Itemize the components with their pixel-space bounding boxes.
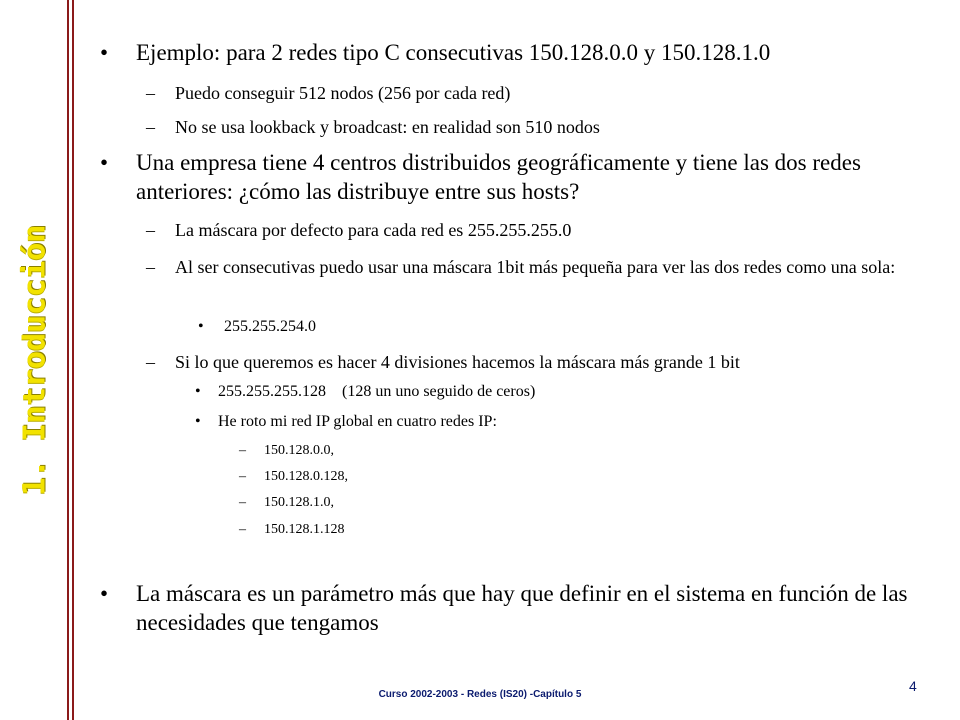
network-text: 150.128.0.0,	[264, 443, 334, 458]
dash-marker: –	[146, 220, 155, 240]
network-text: 150.128.1.128	[264, 522, 345, 537]
dash-marker: –	[146, 83, 155, 103]
bullet-text: Ejemplo: para 2 redes tipo C consecutivas 150.128.0.0 y 150.128.1.0	[136, 40, 771, 65]
left-rule-outer	[67, 0, 69, 720]
dash-marker: –	[146, 257, 155, 277]
bullet-text: Una empresa tiene 4 centros distribuidos geográficamente y tiene las dos redes anteriores: ¿cómo las distribuye entre sus hosts?	[136, 150, 861, 204]
item-text: 255.255.254.0	[224, 318, 316, 335]
network-text: 150.128.0.128,	[264, 469, 348, 484]
left-rule-inner	[72, 0, 74, 720]
sub-bullet-text: Al ser consecutivas puedo usar una máscara 1bit más pequeña para ver las dos redes como una sola:	[175, 257, 896, 277]
item-text: 255.255.255.128 (128 un uno seguido de ceros)	[218, 383, 536, 400]
bullet-marker: •	[100, 40, 109, 65]
sub-bullet-text: No se usa lookback y broadcast: en realidad son 510 nodos	[175, 117, 600, 137]
footer-course: Curso 2002-2003 - Redes (IS20) -Capítulo 5	[378, 689, 582, 700]
bullet-text: La máscara es un parámetro más que hay que definir en el sistema en función de las necesidades que tengamos	[136, 581, 908, 635]
dash-marker: –	[239, 495, 246, 510]
dash-marker: –	[146, 352, 155, 372]
sub-bullet-text: Puedo conseguir 512 nodos (256 por cada red)	[175, 83, 511, 103]
dash-marker: –	[239, 522, 246, 537]
bullet-marker: •	[100, 150, 109, 175]
section-title-text: 1. Introducción	[17, 224, 53, 496]
bullet-marker: •	[100, 581, 109, 606]
item-text: He roto mi red IP global en cuatro redes IP:	[218, 413, 497, 430]
page-number: 4	[909, 678, 917, 694]
dash-marker: –	[239, 469, 246, 484]
sub-bullet-text: Si lo que queremos es hacer 4 divisiones hacemos la máscara más grande 1 bit	[175, 352, 740, 372]
bullet-marker: •	[195, 413, 201, 430]
sub-bullet-text: La máscara por defecto para cada red es 255.255.255.0	[175, 220, 572, 240]
bullet-marker: •	[198, 318, 204, 335]
bullet-marker: •	[195, 383, 201, 400]
dash-marker: –	[146, 117, 155, 137]
network-text: 150.128.1.0,	[264, 495, 334, 510]
dash-marker: –	[239, 443, 246, 458]
